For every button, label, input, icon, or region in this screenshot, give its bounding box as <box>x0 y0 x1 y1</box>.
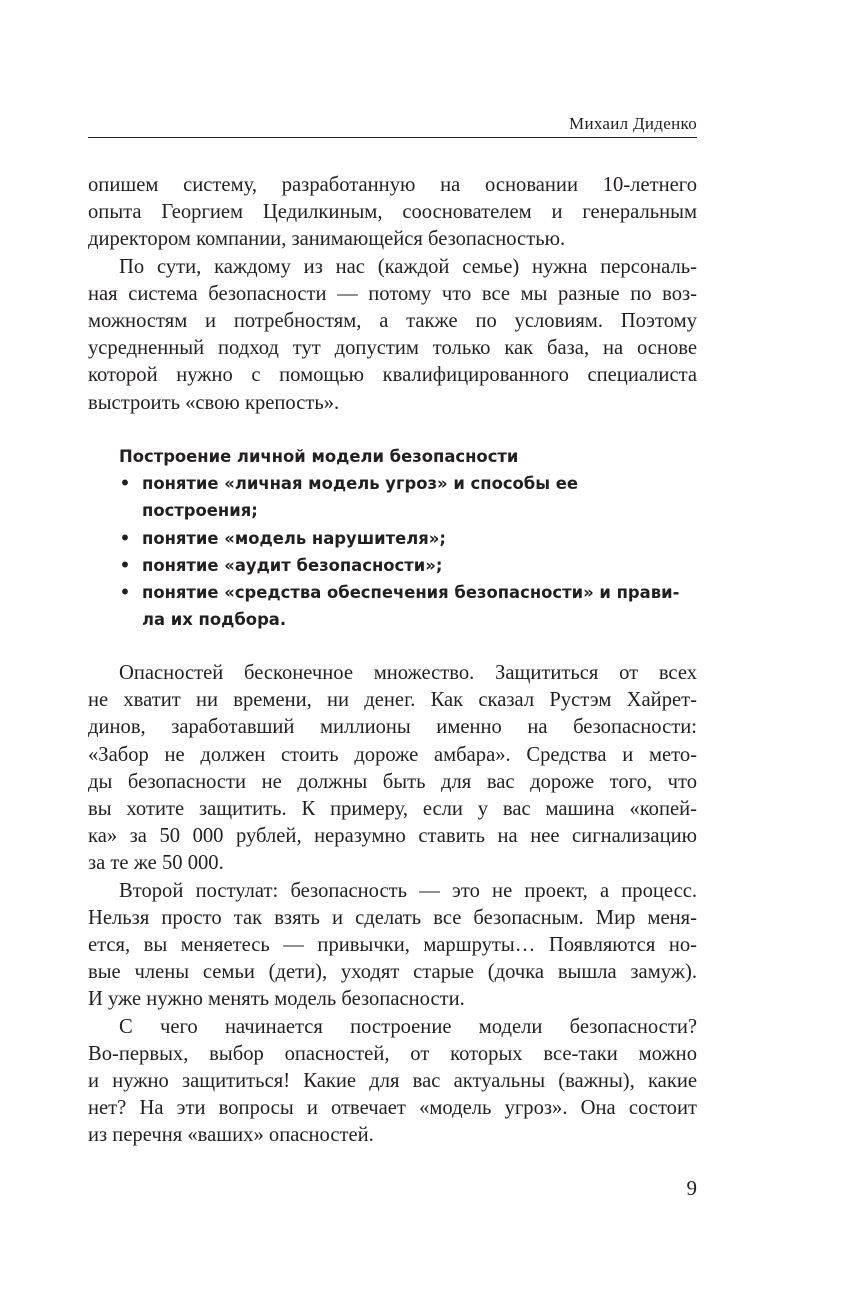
running-header-author: Михаил Диденко <box>569 114 697 133</box>
list-item-line: понятие «модель нарушителя»; <box>142 528 446 548</box>
text-line: из перечня «ваших» опасностей. <box>88 1124 374 1147</box>
section-outline-title: Построение личной модели безопасности <box>119 447 519 466</box>
section-outline-list <box>119 470 679 633</box>
text-line: ды безопасности не должны быть для вас дороже того, что <box>88 770 697 793</box>
bottom-text-block <box>88 660 697 1150</box>
list-item <box>119 579 679 633</box>
text-line: Второй постулат: безопасность — это не проект, а процесс. <box>119 879 697 902</box>
text-line: С чего начинается построение модели безопасности? <box>119 1015 697 1038</box>
bullet-icon: • <box>119 474 131 494</box>
paragraph <box>88 660 697 878</box>
text-line: за те же 50 000. <box>88 852 224 875</box>
text-line: опишем систему, разработанную на основании 10-летнего <box>88 174 697 196</box>
paragraph-continued <box>88 172 697 254</box>
text-line: И уже нужно менять модель безопасности. <box>88 988 465 1011</box>
text-line: которой нужно с помощью квалифицированного специалиста <box>88 364 697 387</box>
page-number: 9 <box>686 1176 697 1200</box>
bullet-icon: • <box>119 583 131 603</box>
text-line: нет? На эти вопросы и отвечает «модель угроз». Она состоит <box>88 1097 697 1120</box>
text-line: вые члены семьи (дети), уходят старые (дочка вышла замуж). <box>88 961 697 984</box>
text-line: ная система безопасности — потому что все мы разные по воз- <box>88 282 697 305</box>
text-line: Нельзя просто так взять и сделать все безопасным. Мир меня- <box>88 906 697 929</box>
text-line: выстроить «свою крепость». <box>88 391 340 414</box>
list-item-line: ла их подбора. <box>142 610 287 630</box>
text-line: не хватит ни времени, ни денег. Как сказал Рустэм Хайрет- <box>88 689 697 712</box>
text-line: Опасностей бесконечное множество. Защититься от всех <box>119 662 697 684</box>
text-line: динов, заработавший миллионы именно на безопасности: <box>88 716 697 739</box>
text-line: ка» за 50 000 рублей, неразумно ставить на нее сигнализацию <box>88 825 697 848</box>
text-line: ется, вы меняетесь — привычки, маршруты… Появляются но- <box>88 934 697 957</box>
text-line: и нужно защититься! Какие для вас актуальны (важны), какие <box>88 1070 697 1093</box>
list-item <box>119 470 679 524</box>
text-line: директором компании, занимающейся безопасностью. <box>88 228 566 251</box>
top-text-block <box>88 172 697 417</box>
list-item-line: понятие «средства обеспечения безопасности» и прави- <box>142 583 680 603</box>
text-line: усредненный подход тут допустим только как база, на основе <box>88 337 697 360</box>
paragraph <box>88 254 697 417</box>
text-line: опыта Георгием Цедилкиным, сооснователем и генеральным <box>88 201 697 224</box>
bullet-icon: • <box>119 555 131 575</box>
list-item <box>119 552 679 579</box>
list-item <box>119 525 679 552</box>
text-line: Во-первых, выбор опасностей, от которых все-таки можно <box>88 1042 697 1065</box>
bullet-icon: • <box>119 528 131 548</box>
list-item-line: понятие «личная модель угроз» и способы ее <box>142 474 579 494</box>
paragraph <box>88 1014 697 1150</box>
text-line: вы хотите защитить. К примеру, если у вас машина «копей- <box>88 798 697 821</box>
list-item-line: построения; <box>142 501 258 521</box>
header-rule <box>88 137 697 138</box>
section-outline <box>119 443 679 633</box>
text-line: «Забор не должен стоить дороже амбара». Средства и мето- <box>88 743 697 766</box>
list-item-line: понятие «аудит безопасности»; <box>142 555 443 575</box>
paragraph <box>88 878 697 1014</box>
text-line: можностям и потребностям, а также по условиям. Поэтому <box>88 310 697 333</box>
text-line: По сути, каждому из нас (каждой семье) нужна персональ- <box>119 255 697 278</box>
